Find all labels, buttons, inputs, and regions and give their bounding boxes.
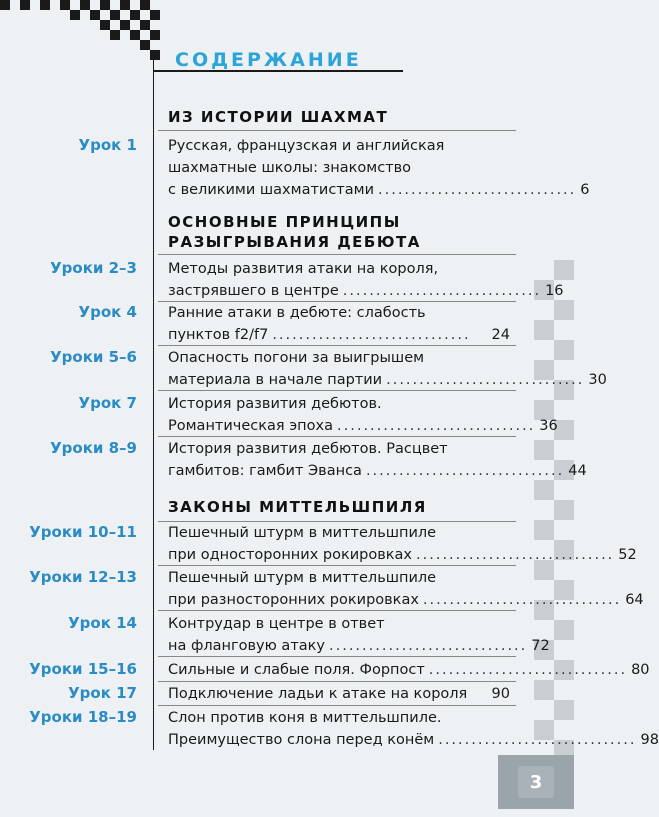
section-heading bbox=[168, 107, 388, 127]
page-number: 36 bbox=[539, 418, 558, 434]
section-divider bbox=[158, 254, 516, 255]
entry-line: Романтическая эпоха bbox=[168, 418, 334, 434]
toc-entry[interactable]: Слон против коня в миттельшпиле. Преимущество слона перед конём .............................. 98 bbox=[168, 707, 510, 751]
entry-line: при разносторонних рокировках bbox=[168, 592, 419, 608]
entry-line: гамбитов: гамбит Эванса bbox=[168, 463, 362, 479]
toc-entry[interactable]: Пешечный штурм в миттельшпиле при односторонних рокировках .............................. 52 bbox=[168, 522, 510, 566]
lesson-label: Уроки 8–9 bbox=[50, 439, 137, 457]
page-number: 98 bbox=[640, 732, 659, 748]
entry-line: История развития дебютов. Расцвет bbox=[168, 441, 448, 457]
toc-entry[interactable]: Опасность погони за выигрышем материала в начале партии .............................. 30 bbox=[168, 347, 510, 391]
lesson-label: Уроки 5–6 bbox=[50, 348, 137, 366]
section-heading-line: ЗАКОНЫ МИТТЕЛЬШПИЛЯ bbox=[168, 498, 427, 516]
page-number: 52 bbox=[618, 547, 637, 563]
toc-entry[interactable] bbox=[168, 683, 510, 705]
entry-line: Преимущество слона перед конём bbox=[168, 732, 435, 748]
lesson-label: Урок 4 bbox=[78, 303, 137, 321]
vertical-divider bbox=[153, 60, 154, 750]
entry-divider bbox=[158, 705, 516, 706]
entry-line: при односторонних рокировках bbox=[168, 547, 413, 563]
entry-divider bbox=[158, 436, 516, 437]
toc-entry[interactable]: Пешечный штурм в миттельшпиле при разносторонних рокировках .............................. 64 bbox=[168, 567, 510, 611]
entry-line: Пешечный штурм в миттельшпиле bbox=[168, 570, 437, 586]
lesson-label: Урок 17 bbox=[68, 684, 137, 702]
entry-line: на фланговую атаку bbox=[168, 638, 325, 654]
entry-line: Сильные и слабые поля. Форпост bbox=[168, 662, 425, 678]
toc-entry[interactable]: Русская, французская и английская шахматные школы: знакомство с великими шахматистами .............................. 6 bbox=[168, 135, 510, 201]
page-title: СОДЕРЖАНИЕ bbox=[175, 49, 362, 71]
checkerboard-decoration-right bbox=[534, 260, 574, 780]
entry-divider bbox=[158, 610, 516, 611]
entry-line: Пешечный штурм в миттельшпиле bbox=[168, 525, 437, 541]
entry-line: Слон против коня в миттельшпиле. bbox=[168, 710, 442, 726]
lesson-label: Уроки 18–19 bbox=[29, 708, 137, 726]
toc-entry[interactable]: История развития дебютов. Расцвет гамбитов: гамбит Эванса .............................. 44 bbox=[168, 438, 510, 482]
lesson-label: Урок 7 bbox=[78, 394, 137, 412]
toc-entry[interactable]: Контрудар в центре в ответ на фланговую атаку .............................. 72 bbox=[168, 613, 510, 657]
toc-entry[interactable]: История развития дебютов. Романтическая эпоха .............................. 36 bbox=[168, 393, 510, 437]
section-heading-line: ИЗ ИСТОРИИ ШАХМАТ bbox=[168, 108, 389, 126]
entry-line: Подключение ладьи к атаке на короля bbox=[168, 686, 468, 702]
lesson-label: Урок 1 bbox=[78, 136, 137, 154]
page-number-label: 3 bbox=[518, 766, 554, 798]
entry-line: шахматные школы: знакомство bbox=[168, 160, 412, 176]
entry-divider bbox=[158, 681, 516, 682]
entry-line: Опасность погони за выигрышем bbox=[168, 350, 425, 366]
checkerboard-decoration bbox=[0, 0, 160, 70]
lesson-label: Урок 14 bbox=[68, 614, 137, 632]
section-heading-line: РАЗЫГРЫВАНИЯ ДЕБЮТА bbox=[168, 233, 421, 251]
page-number: 80 bbox=[631, 662, 650, 678]
toc-entry[interactable]: Ранние атаки в дебюте: слабость пунктов f2/f7 .............................. 24 bbox=[168, 302, 510, 346]
entry-line: Ранние атаки в дебюте: слабость bbox=[168, 305, 426, 321]
page-number-tab bbox=[498, 755, 574, 809]
entry-line: с великими шахматистами bbox=[168, 182, 374, 198]
section-heading bbox=[168, 212, 421, 252]
entry-line: материала в начале партии bbox=[168, 372, 383, 388]
page-number: 72 bbox=[531, 638, 550, 654]
entry-line: Методы развития атаки на короля, bbox=[168, 261, 439, 277]
toc-entry[interactable]: Методы развития атаки на короля, застрявшего в центре .............................. 16 bbox=[168, 258, 510, 302]
entry-line: Русская, французская и английская bbox=[168, 138, 445, 154]
entry-line: застрявшего в центре bbox=[168, 283, 339, 299]
lesson-label: Уроки 10–11 bbox=[29, 523, 137, 541]
lesson-label: Уроки 15–16 bbox=[29, 660, 137, 678]
lesson-label: Уроки 2–3 bbox=[50, 259, 137, 277]
entry-line: История развития дебютов. bbox=[168, 396, 382, 412]
page-number: 16 bbox=[545, 283, 564, 299]
entry-line: пунктов f2/f7 bbox=[168, 327, 269, 343]
entry-divider bbox=[158, 345, 516, 346]
entry-divider bbox=[158, 390, 516, 391]
entry-divider bbox=[158, 656, 516, 657]
toc-entry[interactable]: Сильные и слабые поля. Форпост .............................. 80 bbox=[168, 659, 510, 681]
entry-line: Контрудар в центре в ответ bbox=[168, 616, 385, 632]
section-heading bbox=[168, 497, 427, 517]
entry-divider bbox=[158, 565, 516, 566]
page-number: 64 bbox=[625, 592, 644, 608]
section-heading-line: ОСНОВНЫЕ ПРИНЦИПЫ bbox=[168, 213, 401, 231]
section-divider bbox=[158, 130, 516, 131]
lesson-label: Уроки 12–13 bbox=[29, 568, 137, 586]
page-number: 90 bbox=[491, 686, 510, 702]
page-number: 6 bbox=[580, 182, 590, 198]
page-number: 44 bbox=[568, 463, 587, 479]
page-number: 24 bbox=[491, 327, 510, 343]
page-number: 30 bbox=[588, 372, 607, 388]
